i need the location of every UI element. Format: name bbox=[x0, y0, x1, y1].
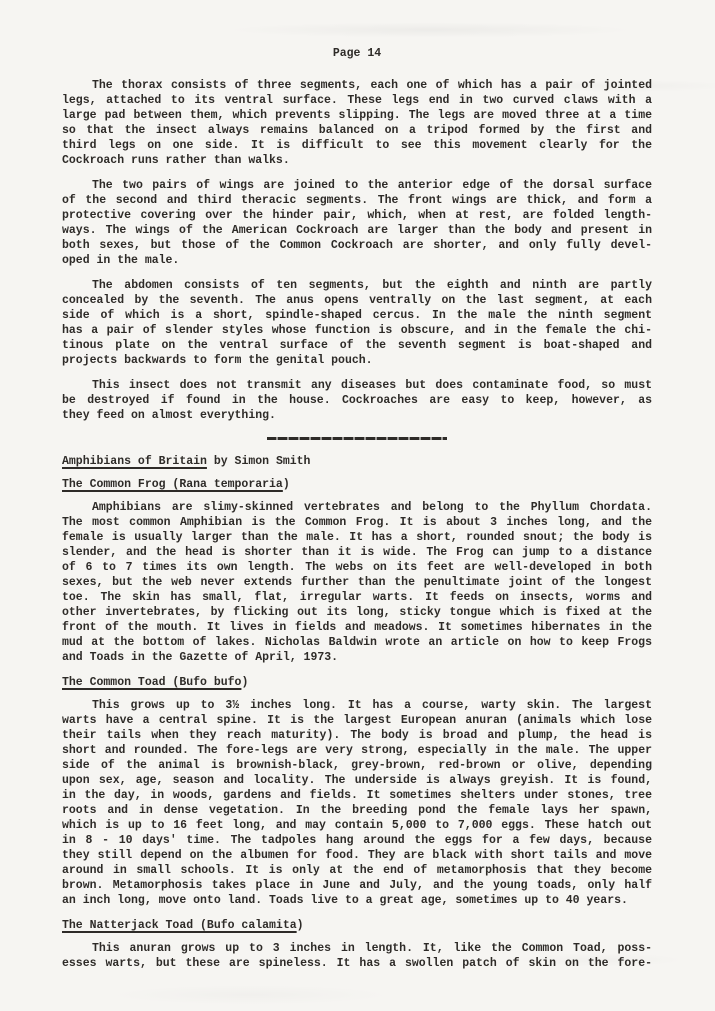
heading-rest-text: by Simon Smith bbox=[206, 455, 311, 468]
text-line: and Toads in the Gazette of April, 1973. bbox=[62, 651, 339, 664]
paragraph bbox=[62, 378, 652, 423]
page-number-header: Page 14 bbox=[332, 47, 382, 60]
text-line: The two pairs of wings are joined to the anterior edge of the dorsal surface bbox=[92, 179, 652, 192]
text-line: This anuran grows up to 3 inches in length. It, like the Common Toad, poss- bbox=[92, 942, 652, 955]
heading-rest-text: ) bbox=[241, 676, 249, 689]
text-line: in 8 - 10 days' time. The tadpoles hang around the eggs for a few days, because bbox=[62, 834, 652, 847]
paragraph bbox=[62, 941, 652, 971]
paragraph bbox=[62, 78, 652, 168]
text-line: side of which is a short, spindle-shaped cercus. In the male the ninth segment bbox=[62, 309, 652, 322]
text-line: female is usually larger than the male. It has a short, rounded snout; the body is bbox=[62, 531, 652, 544]
heading-rest-text: ) bbox=[296, 919, 304, 932]
text-line: Cockroach runs rather than walks. bbox=[62, 154, 290, 167]
document-blocks bbox=[62, 78, 652, 971]
text-line: oped in the male. bbox=[62, 254, 180, 267]
text-line: front of the mouth. It lives in fields and meadows. It sometimes hibernates in the bbox=[62, 621, 652, 634]
text-line: they feed on almost everything. bbox=[62, 409, 276, 422]
text-line: The thorax consists of three segments, each one of which has a pair of jointed bbox=[92, 79, 652, 92]
heading-underlined-text: Amphibians of Britain bbox=[62, 455, 207, 468]
text-line: they still depend on the albumen for food. They are black with short tails and move bbox=[62, 849, 652, 862]
text-line: so that the insect always remains balanced on a tripod formed by the first and bbox=[62, 124, 652, 137]
text-line: brown. Metamorphosis takes place in June and July, and the young toads, only half bbox=[62, 879, 652, 892]
text-line: This grows up to 3½ inches long. It has a course, warty skin. The largest bbox=[92, 699, 652, 712]
text-line: of 6 to 7 times its own length. The webs on its feet are well-developed in both bbox=[62, 561, 652, 574]
text-line: warts have a central spine. It is the largest European anuran (animals which lose bbox=[62, 714, 652, 727]
text-line: an inch long, move onto land. Toads live to a great age, sometimes up to 40 years. bbox=[62, 894, 628, 907]
text-line: sexes, but the web never extends further than the penultimate joint of the longest bbox=[62, 576, 652, 589]
page-content bbox=[62, 46, 652, 981]
text-line: legs, attached to its ventral surface. These legs end in two curved claws with a bbox=[62, 94, 652, 107]
heading-underlined-text: The Common Frog (Rana temporaria bbox=[62, 478, 283, 491]
paragraph bbox=[62, 698, 652, 908]
heading-underlined-text: The Common Toad (Bufo bufo bbox=[62, 676, 242, 689]
heading-underlined-text: The Natterjack Toad (Bufo calamita bbox=[62, 919, 297, 932]
text-line: The abdomen consists of ten segments, but the eighth and ninth are partly bbox=[92, 279, 652, 292]
text-line: mud at the bottom of lakes. Nicholas Baldwin wrote an article on how to keep Frogs bbox=[62, 636, 652, 649]
text-line: which is up to 16 feet long, and may contain 5,000 to 7,000 eggs. These hatch out bbox=[62, 819, 652, 832]
text-line: concealed by the seventh. The anus opens ventrally on the last segment, at each bbox=[62, 294, 652, 307]
text-line: roots and in dense vegetation. In the breeding pond the female lays her spawn, bbox=[62, 804, 652, 817]
text-line: ways. The wings of the American Cockroach are larger than the body and present in bbox=[62, 224, 652, 237]
paragraph bbox=[62, 278, 652, 368]
section-divider bbox=[267, 437, 447, 440]
text-line: large pad between them, which prevents slipping. The legs are moved three at a time bbox=[62, 109, 652, 122]
text-line: side of the animal is brownish-black, grey-brown, red-brown or olive, depending bbox=[62, 759, 652, 772]
text-line: slender, and the head is shorter than it is wide. The Frog can jump to a distance bbox=[62, 546, 652, 559]
text-line: protective covering over the hinder pair, which, when at rest, are folded length- bbox=[62, 209, 652, 222]
text-line: toe. The skin has small, flat, irregular warts. It feeds on insects, worms and bbox=[62, 591, 652, 604]
paragraph bbox=[62, 178, 652, 268]
text-line: their tails when they reach maturity). The body is broad and plump, the head is bbox=[62, 729, 652, 742]
section-heading bbox=[62, 454, 652, 469]
text-line: esses warts, but these are spineless. It has a swollen patch of skin on the fore- bbox=[62, 957, 652, 970]
text-line: third legs on one side. It is difficult to see this movement clearly for the bbox=[62, 139, 652, 152]
text-line: short and rounded. The fore-legs are very strong, especially in the male. The upper bbox=[62, 744, 652, 757]
text-line: other invertebrates, by flicking out its long, sticky tongue which is fixed at the bbox=[62, 606, 652, 619]
text-line: upon sex, age, season and locality. The underside is always greyish. It is found, bbox=[62, 774, 652, 787]
text-line: of the second and third theracic segments. The front wings are thick, and form a bbox=[62, 194, 652, 207]
text-line: Amphibians are slimy-skinned vertebrates and belong to the Phyllum Chordata. bbox=[92, 501, 652, 514]
text-line: be destroyed if found in the house. Cockroaches are easy to keep, however, as bbox=[62, 394, 652, 407]
text-line: around in small schools. It is only at the end of metamorphosis that they become bbox=[62, 864, 652, 877]
paragraph bbox=[62, 500, 652, 665]
heading-rest-text: ) bbox=[282, 478, 290, 491]
section-heading bbox=[62, 675, 652, 690]
text-line: has a pair of slender styles whose function is obscure, and in the female the chi- bbox=[62, 324, 652, 337]
text-line: The most common Amphibian is the Common Frog. It is about 3 inches long, and the bbox=[62, 516, 652, 529]
text-line: both sexes, but those of the Common Cockroach are shorter, and only fully devel- bbox=[62, 239, 652, 252]
section-heading bbox=[62, 918, 652, 933]
text-line: projects backwards to form the genital pouch. bbox=[62, 354, 373, 367]
text-line: This insect does not transmit any diseases but does contaminate food, so must bbox=[92, 379, 652, 392]
text-line: tinous plate on the ventral surface of the seventh segment is boat-shaped and bbox=[62, 339, 652, 352]
text-line: in the day, in woods, gardens and fields. It sometimes shelters under stones, tree bbox=[62, 789, 652, 802]
section-heading bbox=[62, 477, 652, 492]
